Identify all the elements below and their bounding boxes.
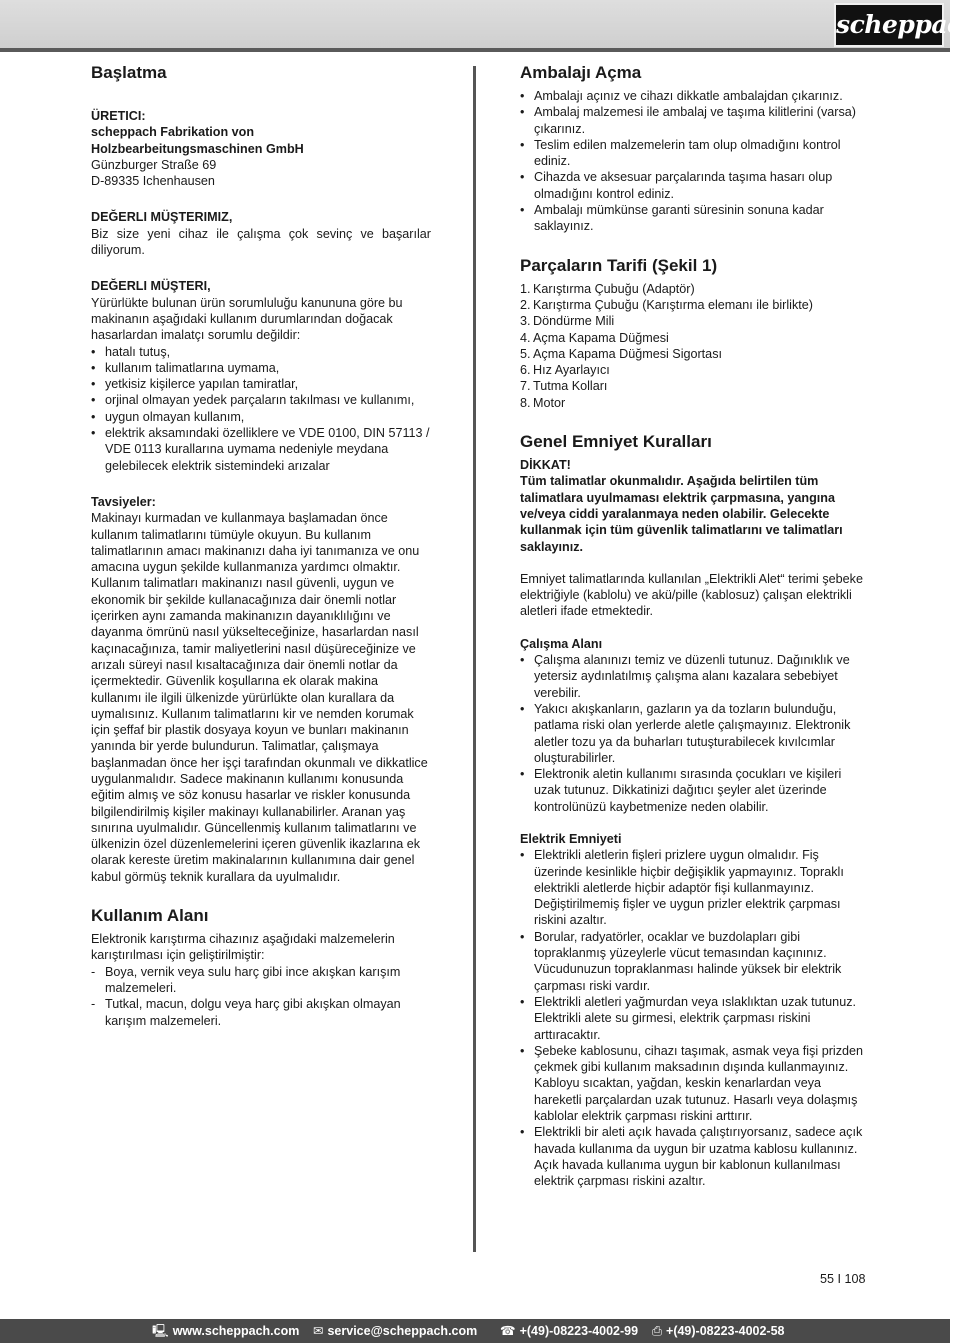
list-item: • Ambalaj malzemesi ile ambalaj ve taşıma kilitlerini (varsa) çıkarınız.	[520, 104, 865, 137]
list-item: • Elektrikli aletleri yağmurdan veya ıslaklıktan uzak tutunuz. Elektrikli alete su girmesi, elektrik çarpması riskini arttıracaktır.	[520, 994, 865, 1043]
list-item: - Tutkal, macun, dolgu veya harç gibi akışkan olmayan karışım malzemeleri.	[91, 996, 431, 1029]
list-item: 6. Hız Ayarlayıcı	[520, 363, 610, 378]
column-divider	[473, 66, 476, 1252]
list-item: • Yakıcı akışkanların, gazların ya da tozların bulunduğu, patlama riski olan yerlerde aletle çalışmayınız. Elektronik aletler tozu ya da buharları tutuşturabilecek kıvılcımlar oluşturabilirler.	[520, 701, 865, 766]
electric-safety-list	[520, 847, 865, 1189]
unpack-list	[520, 88, 865, 235]
list-item: 4. Açma Kapama Düğmesi	[520, 330, 669, 345]
dear-customers-label: DEĞERLI MÜŞTERIMIZ,	[91, 210, 233, 225]
list-item: • Elektrikli aletlerin fişleri prizlere uygun olmalıdır. Fiş üzerinde kesinlikle hiçbir değişiklik yapmayınız. Topraklı elektrikli aletlerde hiçbir adaptör fişi kullanmayınız. Değiştirilmemiş fişler ve uygun prizler elektrik çarpması riskini azaltır.	[520, 847, 865, 928]
section-title-safety: Genel Emniyet Kuralları	[520, 432, 712, 452]
list-item: - Boya, vernik veya sulu harç gibi ince akışkan karışım malzemeleri.	[91, 964, 431, 997]
list-item: • uygun olmayan kullanım,	[91, 409, 431, 425]
list-item: • Ambalajı mümkünse garanti süresinin sonuna kadar saklayınız.	[520, 202, 865, 235]
work-area-list	[520, 652, 865, 815]
address-line-2: D-89335 Ichenhausen	[91, 174, 215, 189]
list-item: 7. Tutma Kolları	[520, 379, 608, 394]
section-title-unpack: Ambalajı Açma	[520, 63, 642, 82]
right-column	[520, 62, 865, 1190]
attention-label: DİKKAT!	[520, 458, 571, 473]
list-item: • hatalı tutuş,	[91, 344, 431, 360]
page-number: 55 I 108	[820, 1272, 866, 1286]
phone-icon: ☎	[500, 1324, 516, 1338]
dear-customers-text: Biz size yeni cihaz ile çalışma çok sevinç ve başarılar diliyorum.	[91, 226, 431, 258]
brand-logo: scheppach	[834, 3, 944, 47]
envelope-icon: ✉	[313, 1324, 324, 1338]
term-text: Emniyet talimatlarında kullanılan „Elektrikli Alet“ terimi şebeke elektriğiyle (kablolu) ve akü/pille (kablosuz) çalışan elektrikli aletleri ifade etmektedir.	[520, 571, 863, 619]
header-bar	[0, 0, 979, 52]
list-item: • yetkisiz kişilerce yapılan tamiratlar,	[91, 376, 431, 392]
dear-customer-label: DEĞERLI MÜŞTERI,	[91, 279, 211, 294]
manufacturer-name-1: scheppach Fabrikation von	[91, 125, 255, 140]
list-item: • orjinal olmayan yedek parçaların takılması ve kullanımı,	[91, 392, 431, 408]
list-item: • Elektronik aletin kullanımı sırasında çocukları ve kişileri uzak tutunuz. Dikkatinizi dağıtıcı şeyler alet üzerinde kontrolünüzü kaybetmenize neden olabilir.	[520, 766, 865, 815]
list-item: • Borular, radyatörler, ocaklar ve buzdolapları gibi topraklanmış yüzeylerle vücut temasından kaçınınız. Vücudunuzun topraklanması halinde yüksek bir elektrik çarpması riski vardır.	[520, 929, 865, 994]
footer-phone: ☎ +(49)-08223-4002-99	[500, 1324, 639, 1338]
list-item: • kullanım talimatlarına uymama,	[91, 360, 431, 376]
footer-website[interactable]: 🖳 www.scheppach.com	[152, 1324, 300, 1338]
computer-icon: 🖳	[152, 1324, 169, 1338]
list-item: 2. Karıştırma Çubuğu (Karıştırma elemanı ile birlikte)	[520, 297, 813, 312]
section-title-usage: Kullanım Alanı	[91, 906, 209, 926]
list-item: • Cihazda ve aksesuar parçalarında taşıma hasarı olup olmadığını kontrol ediniz.	[520, 169, 865, 202]
electric-safety-label: Elektrik Emniyeti	[520, 831, 622, 846]
section-title-start: Başlatma	[91, 63, 167, 82]
manufacturer-label: ÜRETICI:	[91, 109, 146, 123]
dear-customer-text: Yürürlükte bulunan ürün sorumluluğu kanununa göre bu makinanın aşağıdaki kullanım durumlarından doğacak hasarlardan imalatçı sorumlu değildir:	[91, 295, 403, 343]
usage-list	[91, 964, 431, 1029]
footer-fax: ⎙ +(49)-08223-4002-58	[652, 1324, 785, 1338]
manufacturer-name-2: Holzbearbeitungsmaschinen GmbH	[91, 141, 304, 156]
section-title-parts: Parçaların Tarifi (Şekil 1)	[520, 255, 718, 275]
advice-label: Tavsiyeler:	[91, 494, 156, 509]
address-line-1: Günzburger Straße 69	[91, 157, 217, 172]
list-item: 3. Döndürme Mili	[520, 314, 615, 329]
list-item: • Ambalajı açınız ve cihazı dikkatle ambalajdan çıkarınız.	[520, 88, 865, 104]
list-item: 8. Motor	[520, 395, 566, 410]
attention-text: Tüm talimatlar okunmalıdır. Aşağıda belirtilen tüm talimatlara uyulmaması elektrik çarpmasına, yangına ve/veya ciddi yaralanmaya neden olabilir. Gelecekte kullanmak için tüm güvenlik talimatlarını ve talimatları saklayınız.	[520, 474, 843, 554]
list-item: 5. Açma Kapama Düğmesi Sigortası	[520, 346, 722, 361]
list-item: 1. Karıştırma Çubuğu (Adaptör)	[520, 281, 695, 296]
advice-text: Makinayı kurmadan ve kullanmaya başlamadan önce kullanım talimatlarını tümüyle okuyun. Bu kullanım talimatlarının amacı makinanızı daha iyi tanımanıza ve onu amacına uygun şekilde kullanmanıza yardımcı olmaktır. Kullanım talimatları makinanızı nasıl güvenli, uygun ve ekonomik bir şekilde kullanacağınıza dair önemli notlar içerirken aynı zamanda makinanızın dayanıklılığını ve dayanma ömrünü nasıl yükselteceğinize, hasarlardan nasıl kaçınacağınıza, tamir maliyetlerini nasıl düşüreceğinize ve arızalı süreyi nasıl kısaltacağınıza dair önemli notlar da içermektedir. Güvenlik koşullarına ek olarak makina kullanımı ile ilgili ülkenizde yürürlükte olan kurallara da uymalısınız. Kullanım talimatlarını kir ve nemden korumak için şeffaf bir plastik dosyaya koyun ve bunları makinanın yanında bir yerde bulundurun. Talimatlar, çalışmaya başlanmadan önce her işçi tarafından okunmalı ve dikkatlice uygulanmalıdır. Sadece makinanın kullanımı konusunda eğitim almış ve söz konusu hasarlar ve riskler konusunda bilgilendirilmiş kişiler makinayı kullanabilirler. Aranan yaş sınırına uyulmalıdır. Güncellenmiş kullanım talimatlarını ve ülkenizin özel düzenlemelerini içeren güvenlik ikazlarına ek olarak kereste üretim makinalarının kullanımına dair genel kabul görmüş teknik kurallara da uyulmalıdır.	[91, 511, 428, 884]
list-item: • Çalışma alanınızı temiz ve düzenli tutunuz. Dağınıklık ve yetersiz aydınlatılmış çalışma alanı kazalara sebebiyet verebilir.	[520, 652, 865, 701]
footer-email[interactable]: ✉ service@scheppach.com	[313, 1324, 478, 1338]
work-area-label: Çalışma Alanı	[520, 636, 603, 651]
footer-bar	[0, 1319, 950, 1343]
left-column	[91, 62, 431, 1029]
list-item: • elektrik aksamındaki özelliklere ve VDE 0100, DIN 57113 / VDE 0113 kurallarına uymama nedeniyle meydana gelebilecek elektrik sistemindeki arızalar	[91, 425, 431, 474]
list-item: • Teslim edilen malzemelerin tam olup olmadığını kontrol ediniz.	[520, 137, 865, 170]
liability-list	[91, 344, 431, 474]
list-item: • Elektrikli bir aleti açık havada çalıştırıyorsanız, sadece açık havada kullanıma da uygun bir uzatma kablosu kullanınız. Açık havada kullanıma uygun bir kablonun kullanılması elektrik çarpması riskini azaltır.	[520, 1124, 865, 1189]
parts-list	[520, 281, 865, 411]
usage-text: Elektronik karıştırma cihazınız aşağıdaki malzemelerin karıştırılması için geliştirilmiştir:	[91, 932, 395, 963]
fax-icon: ⎙	[652, 1324, 663, 1338]
list-item: • Şebeke kablosunu, cihazı taşımak, asmak veya fişi prizden çekmek gibi kullanım maksadının dışında kullanmayınız. Kabloyu sıcaktan, yağdan, keskin kenarlardan veya hareketli parçalardan uzak tutunuz. Hasarlı veya dolaşmış kablolar elektrik çarpması riskini arttırır.	[520, 1043, 865, 1124]
